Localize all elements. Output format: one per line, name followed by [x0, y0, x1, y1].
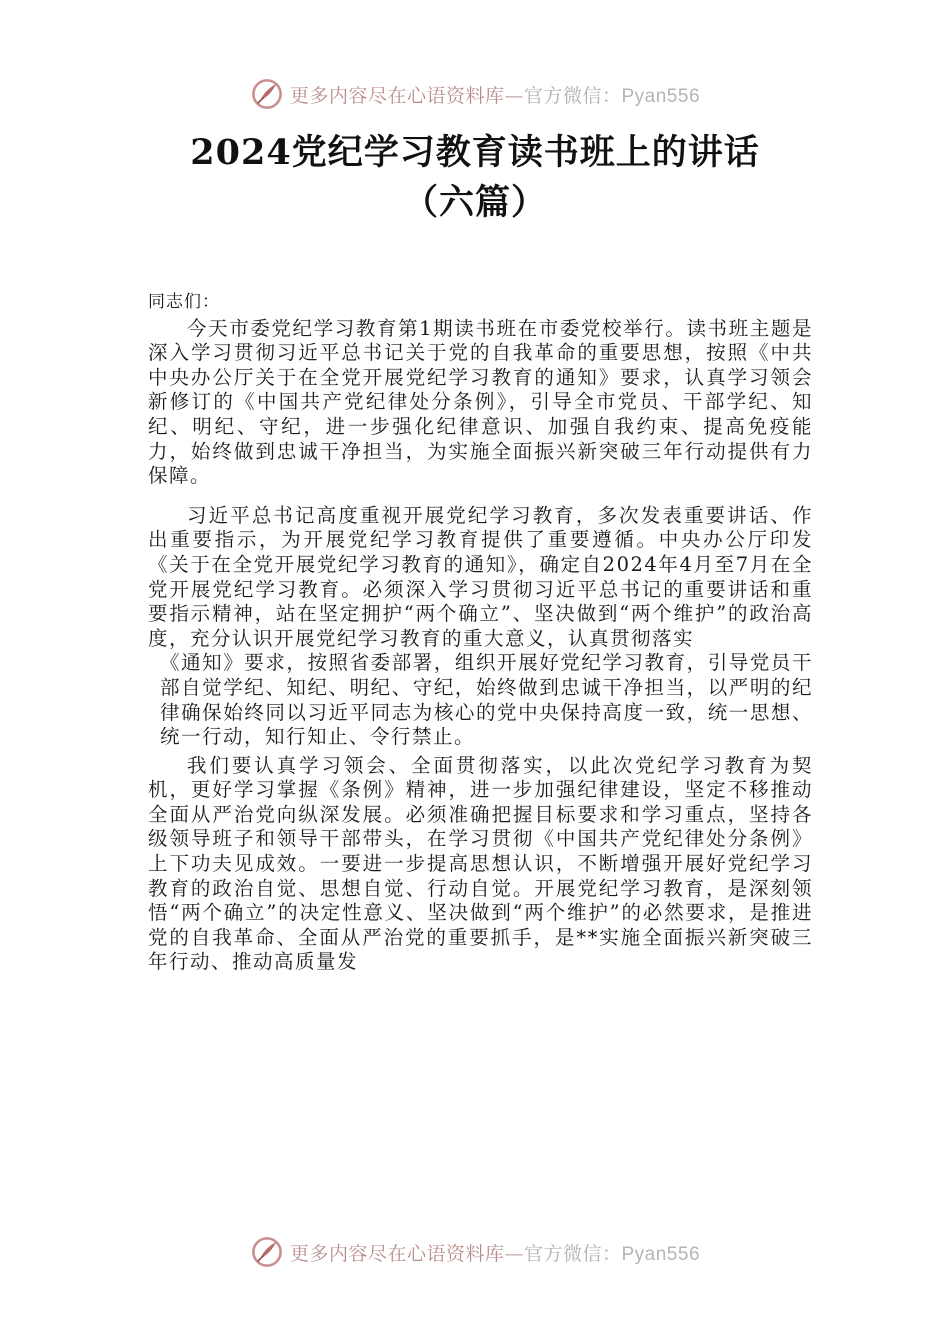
document-body: [148, 290, 813, 975]
title-line-2: （六篇）: [402, 182, 547, 223]
paragraph: 《通知》要求，按照省委部署，组织开展好党纪学习教育，引导党员干部自觉学纪、知纪、明纪、守纪，始终做到忠诚干净担当，以严明的纪律确保始终同以习近平同志为核心的党中央保持高度一致，统一思想、统一行动，知行知止、令行禁止。: [160, 651, 813, 749]
paragraph: 今天市委党纪学习教育第1期读书班在市委党校举行。读书班主题是深入学习贯彻习近平总书记关于党的自我革命的重要思想，按照《中共中央办公厅关于在全党开展党纪学习教育的通知》要求，认真学习领会新修订的《中国共产党纪律处分条例》，引导全市党员、干部学纪、知纪、明纪、守纪，进一步强化纪律意识、加强自我约束、提高免疫能力，始终做到忠诚干净担当，为实施全面振兴新突破三年行动提供有力保障。: [148, 316, 813, 488]
watermark-footer: [0, 1232, 950, 1272]
feather-circle-logo-icon: [250, 77, 284, 111]
salutation: 同志们：: [148, 292, 220, 312]
watermark-text: 更多内容尽在心语资料库—官方微信：Pyan556: [289, 84, 701, 107]
feather-circle-logo-icon: [250, 1235, 284, 1269]
paragraph: 我们要认真学习领会、全面贯彻落实，以此次党纪学习教育为契机，更好学习掌握《条例》精神，进一步加强纪律建设，坚定不移推动全面从严治党向纵深发展。必须准确把握目标要求和学习重点，坚持各级领导班子和领导干部带头，在学习贯彻《中国共产党纪律处分条例》上下功夫见成效。一要进一步提高思想认识，不断增强开展好党纪学习教育的政治自觉、思想自觉、行动自觉。开展党纪学习教育，是深刻领悟“两个确立”的决定性意义、坚决做到“两个维护”的必然要求，是推进党的自我革命、全面从严治党的重要抓手，是**实施全面振兴新突破三年行动、推动高质量发: [148, 753, 813, 974]
title-line-1: 2024党纪学习教育读书班上的讲话: [190, 132, 760, 173]
paragraph: 习近平总书记高度重视开展党纪学习教育，多次发表重要讲话、作出重要指示，为开展党纪学习教育提供了重要遵循。中央办公厅印发《关于在全党开展党纪学习教育的通知》，确定自2024年4月至7月在全党开展党纪学习教育。必须深入学习贯彻习近平总书记的重要讲话和重要指示精神，站在坚定拥护“两个确立”、坚决做到“两个维护”的政治高度，充分认识开展党纪学习教育的重大意义，认真贯彻落实: [148, 503, 813, 650]
watermark-header: [0, 74, 950, 114]
watermark-text: 更多内容尽在心语资料库—官方微信：Pyan556: [289, 1242, 701, 1265]
document-title: [60, 128, 890, 228]
